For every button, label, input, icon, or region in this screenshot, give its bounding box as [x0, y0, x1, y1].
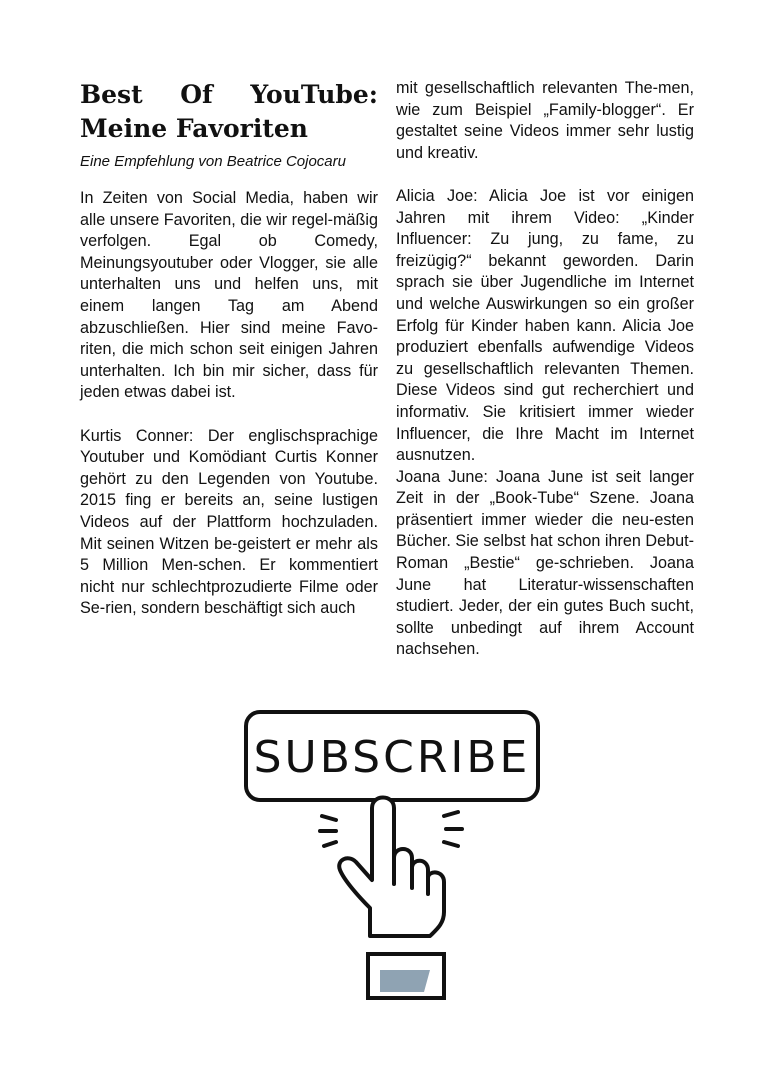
- alicia-paragraph: Alicia Joe: Alicia Joe ist vor einigen Jahren mit ihrem Video: „Kinder Influencer: Zu jung, zu fame, zu freizügig?“ bekannt geworden. Darin sprach sie über Jugendliche im Internet und welche Auswirkungen so ein großer Erfolg für Kinder haben kann. Alicia Joe produziert ebenfalls aufwendige Videos zu gesellschaftlich relevanten Themen. Diese Videos sind gut recherchiert und informativ. Sie kritisiert immer wieder Influencer, die Ihre Macht im Internet ausnutzen.: [396, 186, 694, 465]
- joana-paragraph: Joana June: Joana June ist seit langer Zeit in der „Book-Tube“ Szene. Joana präsentiert immer wieder die neu-esten Bücher. Sie selbst hat schon ihren Debut-Roman „Bestie“ ge-schrieben. Joana June hat Literatur-wissenschaften studiert. Jeder, der ein gutes Buch sucht, sollte unbedingt auf ihrem Account nachsehen.: [396, 467, 694, 659]
- article-byline: Eine Empfehlung von Beatrice Cojocaru: [80, 153, 346, 170]
- kurtis-paragraph-part2: mit gesellschaftlich relevanten The-men, wie zum Beispiel „Family-blogger“. Er gestaltet seine Videos immer sehr lustig und kreativ.: [396, 79, 694, 162]
- hand-icon: [339, 798, 444, 937]
- hand-pointer-subscribe-icon: [240, 708, 540, 1008]
- kurtis-paragraph-part1: Kurtis Conner: Der englischsprachige Youtuber und Komödiant Curtis Konner gehört zu den Legenden von Youtube. 2015 fing er bereits an, seine lustigen Videos auf der Plattform hochzuladen. Mit seinen Witzen be-geistert er mehr als 5 Million Men-schen. Er kommentiert nicht nur schlechtprozudierte Filme oder Se-rien, sondern beschäftigt sich auch: [80, 426, 378, 618]
- title-line-2: Meine Favoriten: [80, 114, 308, 143]
- title-word-best: Best: [80, 80, 143, 109]
- left-column: [80, 78, 378, 620]
- sleeve-cuff-fill: [380, 970, 430, 992]
- title-word-of: Of: [180, 80, 213, 109]
- intro-paragraph: In Zeiten von Social Media, haben wir alle unsere Favoriten, die wir regel-mäßig verfolgen. Egal ob Comedy, Meinungsyoutuber oder Vlogger, sie alle unterhalten uns und helfen uns, mit einem langen Tag am Abend abzuschließen. Hier sind meine Favo-riten, die mich schon seit einigen Jahren unterhalten. Ich bin mir sicher, dass für jeden etwas dabei ist.: [80, 189, 378, 402]
- article-title: [80, 78, 378, 146]
- title-line-1: [80, 78, 378, 112]
- title-word-youtube: YouTube:: [250, 80, 378, 109]
- subscribe-button-text: SUBSCRIBE: [253, 732, 531, 783]
- right-column: [396, 78, 694, 661]
